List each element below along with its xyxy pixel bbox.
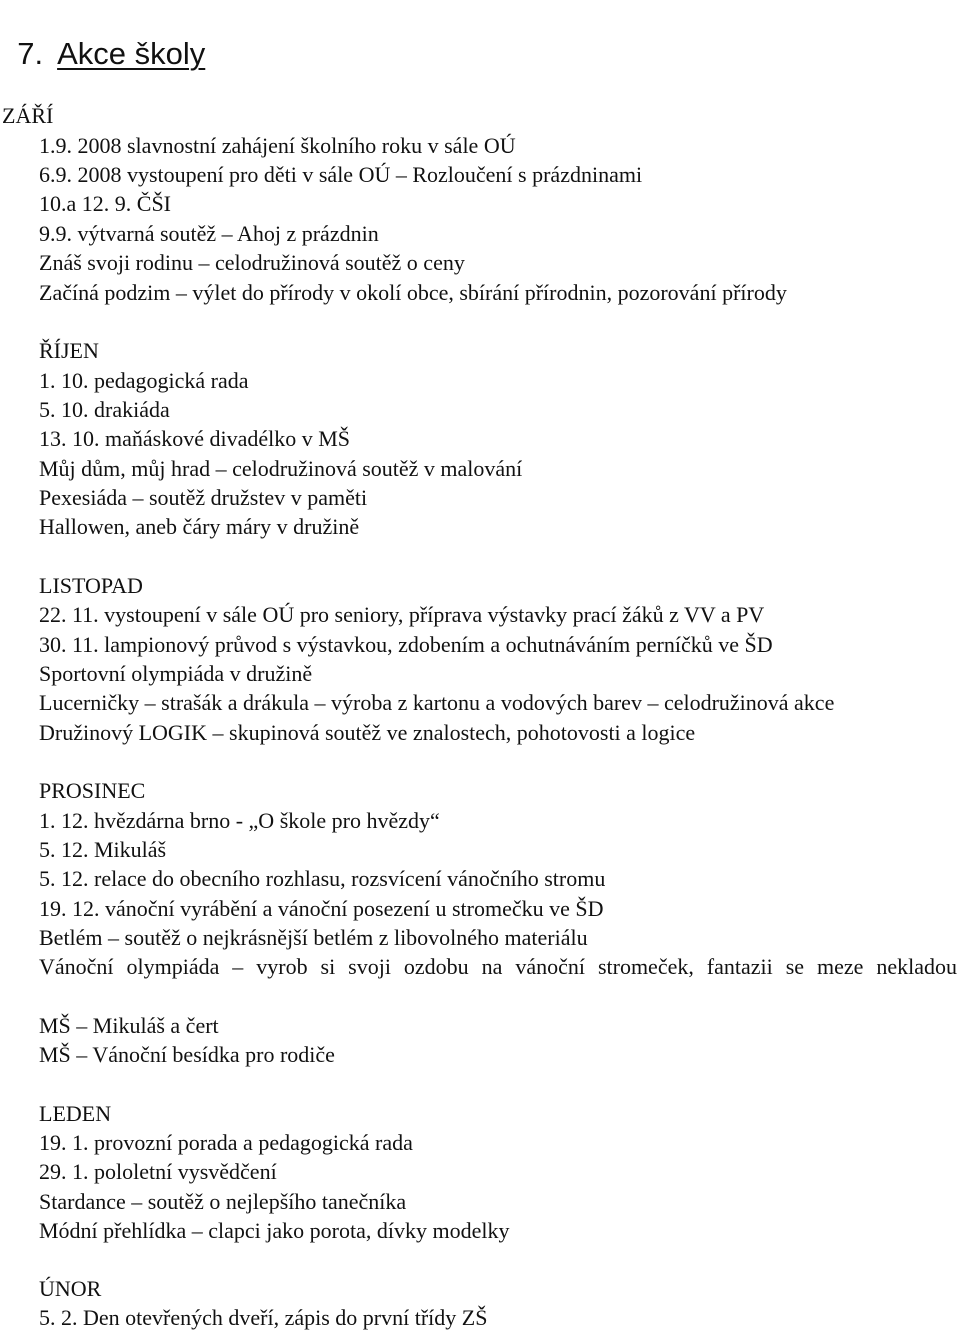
list-item: Vánoční olympiáda – vyrob si svoji ozdobu na vánoční stromeček, fantazii se meze nekladou xyxy=(39,954,957,979)
list-item: Sportovní olympiáda v družině xyxy=(39,661,313,686)
month-heading: PROSINEC xyxy=(39,778,146,803)
month-heading: LISTOPAD xyxy=(39,573,143,598)
list-item: Betlém – soutěž o nejkrásnější betlém z libovolného materiálu xyxy=(39,925,588,950)
list-item: 5. 10. drakiáda xyxy=(39,397,170,422)
list-item: 1. 12. hvězdárna brno - „O škole pro hvězdy“ xyxy=(39,808,440,833)
list-item: 5. 12. Mikuláš xyxy=(39,837,167,862)
month-heading: ÚNOR xyxy=(39,1276,102,1301)
list-item: Hallowen, aneb čáry máry v družině xyxy=(39,514,360,539)
list-item: 1. 10. pedagogická rada xyxy=(39,368,249,393)
month-heading: ZÁŘÍ xyxy=(2,103,54,128)
list-item: 5. 12. relace do obecního rozhlasu, rozsvícení vánočního stromu xyxy=(39,866,606,891)
list-item: 19. 12. vánoční vyrábění a vánoční posezení u stromečku ve ŠD xyxy=(39,896,604,921)
list-item: Můj dům, můj hrad – celodružinová soutěž v malování xyxy=(39,456,523,481)
list-item: 30. 11. lampionový průvod s výstavkou, zdobením a ochutnáváním perníčků ve ŠD xyxy=(39,632,773,657)
page-title xyxy=(0,0,205,72)
list-item: Lucerničky – strašák a drákula – výroba z kartonu a vodových barev – celodružinová akce xyxy=(39,690,835,715)
list-item: Stardance – soutěž o nejlepšího tanečníka xyxy=(39,1189,407,1214)
list-item: Začíná podzim – výlet do přírody v okolí obce, sbírání přírodnin, pozorování přírody xyxy=(39,280,787,305)
month-heading: ŘÍJEN xyxy=(39,338,99,363)
list-item: 19. 1. provozní porada a pedagogická rada xyxy=(39,1130,413,1155)
list-item: 10.a 12. 9. ČŠI xyxy=(39,191,171,216)
list-item: MŠ – Mikuláš a čert xyxy=(39,1013,219,1038)
list-item: 9.9. výtvarná soutěž – Ahoj z prázdnin xyxy=(39,221,379,246)
chapter-title: Akce školy xyxy=(57,36,206,71)
list-item: MŠ – Vánoční besídka pro rodiče xyxy=(39,1042,335,1067)
list-item: 5. 2. Den otevřených dveří, zápis do první třídy ZŠ xyxy=(39,1305,488,1330)
list-item: Pexesiáda – soutěž družstev v paměti xyxy=(39,485,368,510)
list-item: 29. 1. pololetní vysvědčení xyxy=(39,1159,277,1184)
chapter-number: 7. xyxy=(17,36,44,71)
list-item: 13. 10. maňáskové divadélko v MŠ xyxy=(39,426,351,451)
list-item: Módní přehlídka – clapci jako porota, dívky modelky xyxy=(39,1218,510,1243)
list-item: 6.9. 2008 vystoupení pro děti v sále OÚ – Rozloučení s prázdninami xyxy=(39,162,643,187)
list-item: Znáš svoji rodinu – celodružinová soutěž o ceny xyxy=(39,250,465,275)
list-item: 1.9. 2008 slavnostní zahájení školního roku v sále OÚ xyxy=(39,133,516,158)
list-item: Družinový LOGIK – skupinová soutěž ve znalostech, pohotovosti a logice xyxy=(39,720,696,745)
list-item: 22. 11. vystoupení v sále OÚ pro seniory, příprava výstavky prací žáků z VV a PV xyxy=(39,602,765,627)
month-heading: LEDEN xyxy=(39,1101,112,1126)
